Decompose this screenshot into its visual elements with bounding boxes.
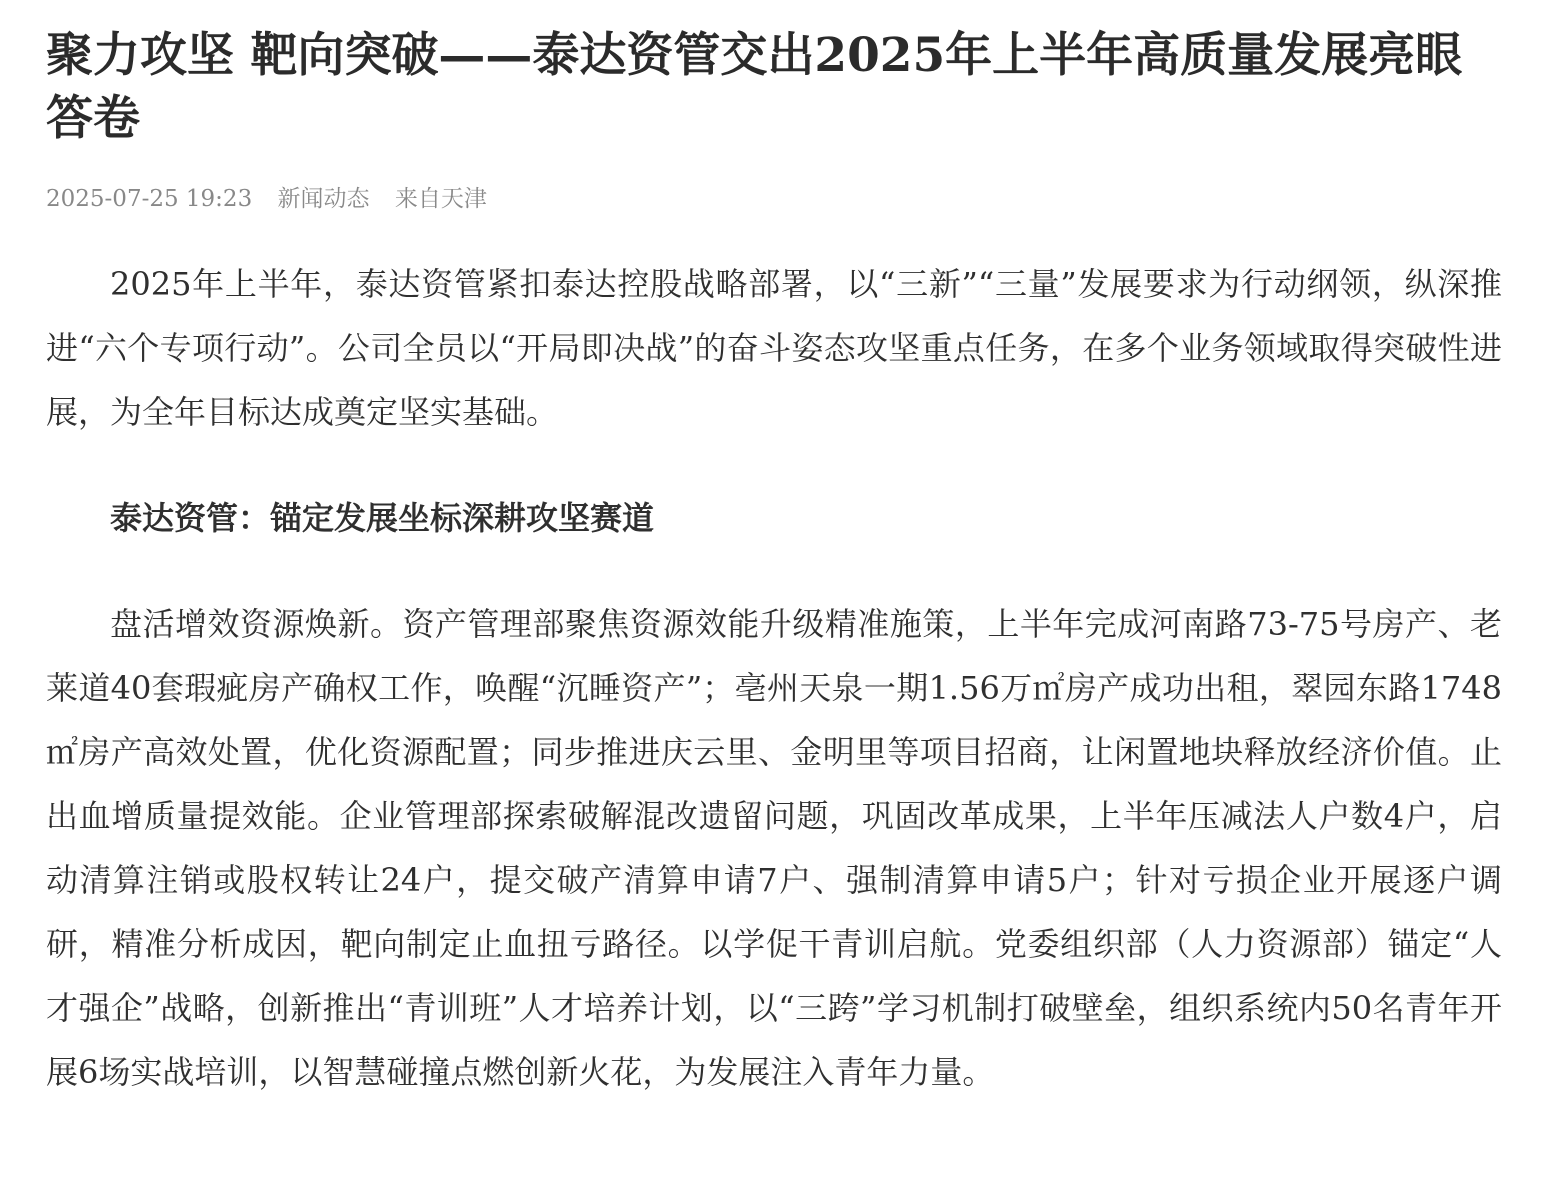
body-paragraph: 盘活增效资源焕新。资产管理部聚焦资源效能升级精准施策，上半年完成河南路73-75号房产、老莱道40套瑕疵房产确权工作，唤醒“沉睡资产”；亳州天泉一期1.56万㎡房产成功出租，翠园东路1748 ㎡房产高效处置，优化资源配置；同步推进庆云里、金明里等项目招商，让闲置地块释放经济价值。止出血增质量提效能。企业管理部探索破解混改遗留问题，巩固改革成果，上半年压减法人户数4户，启动清算注销或股权转让24户，提交破产清算申请7户、强制清算申请5户；针对亏损企业开展逐户调研，精准分析成因，靶向制定止血扭亏路径。以学促干青训启航。党委组织部（人力资源部）锚定“人才强企”战略，创新推出“青训班”人才培养计划，以“三跨”学习机制打破壁垒，组织系统内50名青年开展6场实战培训，以智慧碰撞点燃创新火花，为发展注入青年力量。	[46, 605, 1502, 1091]
intro-paragraph: 2025年上半年，泰达资管紧扣泰达控股战略部署，以“三新”“三量”发展要求为行动纲领，纵深推进“六个专项行动”。公司全员以“开局即决战”的奋斗姿态攻坚重点任务，在多个业务领域取得突破性进展，为全年目标达成奠定坚实基础。	[46, 265, 1502, 431]
article-meta	[46, 184, 1502, 214]
section-heading: 泰达资管：锚定发展坐标深耕攻坚赛道	[110, 499, 655, 537]
category-label: 新闻动态	[277, 186, 370, 212]
article-title: 聚力攻坚 靶向突破——泰达资管交出2025年上半年高质量发展亮眼答卷	[46, 28, 1463, 146]
publish-datetime: 2025-07-25 19:23	[46, 186, 253, 212]
source-label: 来自天津	[394, 186, 487, 212]
